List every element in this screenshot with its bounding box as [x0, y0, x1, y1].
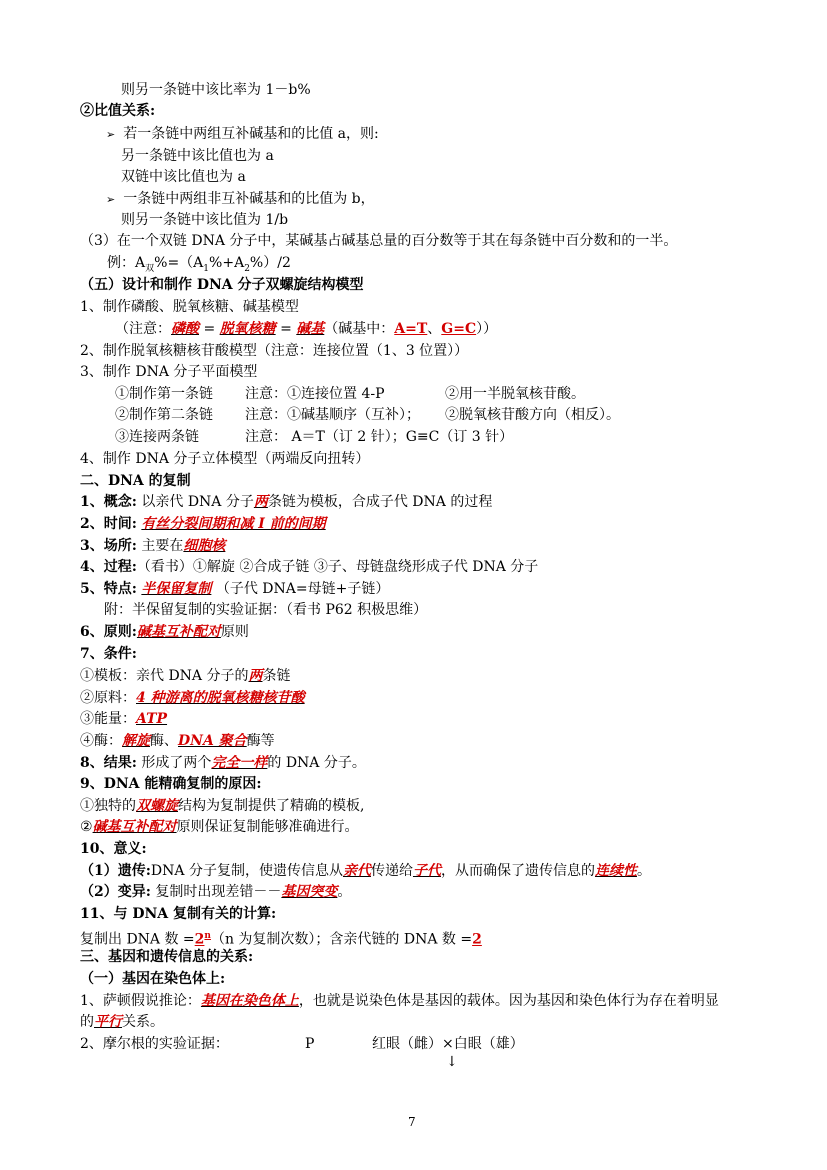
text: ④酶：: [80, 733, 122, 749]
text: 。: [636, 863, 651, 879]
down-arrow-icon: ↓: [446, 1054, 458, 1070]
subscript: 2: [244, 263, 250, 274]
label: 4、过程:: [80, 559, 137, 575]
highlight: 完全一样: [211, 755, 268, 771]
section-heading: 7、条件:: [80, 646, 137, 662]
text-line: 2、制作脱氧核糖核苷酸模型（注意：连接位置（1、3 位置））: [80, 343, 469, 359]
arrow-bullet-icon: ➢: [106, 128, 116, 141]
text: 的 DNA 分子。: [267, 755, 366, 771]
bullet-line: [106, 189, 375, 210]
step-col1: ③连接两条链: [115, 429, 199, 445]
text-line: （3）在一个双链 DNA 分子中，某碱基占碱基总量的百分数等于其在每条链中百分数和的一半。: [80, 233, 678, 249]
highlight: 双螺旋: [136, 798, 178, 814]
text: 结构为复制提供了精确的模板,: [178, 798, 365, 814]
text: 1、萨顿假说推论：: [80, 993, 201, 1009]
text: DNA 分子复制，使遗传信息从: [150, 863, 343, 879]
subscript: 1: [203, 263, 210, 274]
text: ，也就是说染色体是基因的载体。因为基因和染色体行为存在着明显: [298, 993, 719, 1009]
highlight: 连续性: [594, 863, 637, 879]
text-line: [80, 709, 167, 729]
section-heading: （一）基因在染色体上:: [80, 971, 226, 987]
step-col3: ②用一半脱氧核苷酸。: [445, 386, 585, 402]
section-heading: 二、DNA 的复制: [80, 473, 191, 489]
text-line: 1、制作磷酸、脱氧核糖、碱基模型: [80, 299, 299, 315]
step-col2: 注意：①碱基顺序（互补）；: [245, 407, 420, 423]
text-line: [80, 817, 359, 837]
text: 酶等: [246, 733, 275, 749]
highlight: 半保留复制: [141, 581, 212, 597]
superscript: n: [204, 931, 211, 941]
section-heading: 11、与 DNA 复制有关的计算:: [80, 906, 277, 922]
text: ③能量：: [80, 711, 136, 727]
highlight: A=T: [394, 321, 428, 337]
highlight: 碱基互补配对: [136, 624, 221, 640]
step-col2: 注意：①连接位置 4-P: [245, 386, 385, 402]
text-line: 3、制作 DNA 分子平面模型: [80, 364, 258, 380]
text: 酶、: [150, 733, 178, 749]
highlight: 平行: [94, 1014, 122, 1030]
text-line: [80, 536, 225, 556]
text-line: [80, 688, 305, 708]
highlight: 两: [248, 668, 263, 684]
text-line: [80, 514, 326, 534]
text-line: 附：半保留复制的实验证据：（看书 P62 积极思维）: [104, 602, 428, 618]
cross-label: 红眼（雌）×白眼（雄）: [372, 1036, 524, 1052]
label: （1）遗传:: [80, 863, 151, 879]
text: 以亲代 DNA 分子: [136, 494, 254, 510]
text-line: 则另一条链中该比值为 1/b: [121, 212, 289, 228]
text: ②: [80, 819, 93, 835]
text: 条链: [262, 668, 291, 684]
text: 若一条链中两组互补碱基和的比值 a，则:: [123, 126, 379, 142]
text: 原则: [220, 624, 249, 640]
highlight: 碱基互补配对: [92, 819, 177, 835]
label: 3、场所:: [80, 538, 137, 554]
highlight: 解旋: [122, 733, 150, 749]
text-line: [80, 579, 389, 599]
highlight: 2: [472, 931, 482, 948]
text: =: [275, 321, 297, 337]
text: ②原料：: [80, 690, 136, 706]
highlight: 基因突变: [281, 884, 338, 900]
highlight: DNA 聚合: [178, 733, 247, 749]
text: ①模板：亲代 DNA 分子的: [80, 668, 249, 684]
text: 形成了两个: [136, 755, 212, 771]
text: （碱基中：: [324, 321, 395, 337]
text: %=（A: [154, 255, 204, 271]
highlight: 4 种游离的脱氧核糖核苷酸: [136, 690, 305, 706]
text: 条链为模板，合成子代 DNA 的过程: [267, 494, 493, 510]
text-line: [80, 1012, 164, 1032]
text-line: [80, 753, 366, 773]
bullet-line: [106, 124, 379, 145]
note-line: [115, 319, 497, 339]
text: 主要在: [136, 538, 184, 554]
highlight: 2: [194, 931, 205, 948]
highlight: 细胞核: [183, 538, 226, 554]
text-line: 双链中该比值也为 a: [121, 169, 246, 185]
text: 例：A: [107, 255, 146, 271]
highlight: 碱基: [296, 321, 325, 337]
label: 6、原则:: [80, 624, 137, 640]
section-heading: ②比值关系:: [80, 103, 156, 119]
highlight: 基因在染色体上: [200, 993, 299, 1009]
text: 。: [337, 884, 352, 900]
text: ））: [476, 321, 498, 337]
highlight: 两: [253, 494, 268, 510]
section-heading: （五）设计和制作 DNA 分子双螺旋结构模型: [80, 277, 364, 293]
text: 原则保证复制能够准确进行。: [176, 819, 359, 835]
step-col3: ②脱氧核苷酸方向（相反）。: [445, 407, 620, 423]
label: 2、时间:: [80, 516, 137, 532]
text: （注意：: [115, 321, 171, 337]
text-line: 则另一条链中该比率为 1－b%: [121, 82, 311, 98]
text: ①独特的: [80, 798, 136, 814]
highlight: 脱氧核糖: [219, 321, 276, 337]
text-line: [80, 492, 492, 512]
page-number: 7: [408, 1115, 416, 1129]
text-line: [80, 622, 249, 642]
highlight: 亲代: [342, 863, 371, 879]
text: 、: [427, 321, 442, 337]
step-col1: ②制作第二条链: [115, 407, 213, 423]
generation-label: P: [305, 1036, 315, 1052]
text: 一条链中两组非互补碱基和的比值为 b，: [123, 191, 375, 207]
text: （子代 DNA=母链+子链）: [215, 581, 390, 597]
text: =: [199, 321, 220, 337]
text-line: [80, 796, 364, 816]
step-col1: ①制作第一条链: [115, 386, 213, 402]
text-line: [80, 666, 291, 686]
text: 复制时出现差错－－: [150, 884, 282, 900]
subscript: 双: [145, 263, 155, 274]
text: 关系。: [122, 1014, 164, 1030]
text: （n 为复制次数）；含亲代链的 DNA 数 =: [210, 931, 473, 948]
text-line: [80, 991, 719, 1011]
text-line: 4、制作 DNA 分子立体模型（两端反向扭转）: [80, 451, 370, 467]
label: 5、特点:: [80, 581, 137, 597]
text-line: [80, 861, 651, 881]
highlight: G=C: [441, 321, 477, 337]
text-line: [80, 882, 351, 902]
highlight: 有丝分裂间期和减 I 前的间期: [141, 516, 326, 532]
highlight: 子代: [412, 863, 441, 879]
highlight: 磷酸: [171, 321, 199, 337]
text-line: 2、摩尔根的实验证据：: [80, 1036, 229, 1052]
text-line: 另一条链中该比值也为 a: [121, 148, 274, 164]
step-col2: 注意： A＝T（订 2 针）；G≡C（订 3 针）: [245, 429, 514, 445]
text-line: [80, 557, 538, 577]
text: %+A: [209, 255, 245, 271]
text: 的: [80, 1014, 94, 1030]
text: %）/2: [249, 255, 291, 271]
label: 1、概念:: [80, 494, 137, 510]
label: （2）变异:: [80, 884, 151, 900]
section-heading: 三、基因和遗传信息的关系:: [80, 949, 254, 965]
label: 8、结果:: [80, 755, 137, 771]
section-heading: 9、DNA 能精确复制的原因:: [80, 776, 262, 792]
highlight: ATP: [136, 711, 168, 727]
arrow-bullet-icon: ➢: [106, 193, 116, 206]
text: 复制出 DNA 数 =: [80, 931, 195, 948]
text: ，从而确保了遗传信息的: [440, 863, 595, 879]
text: 传递给: [370, 863, 413, 879]
section-heading: 10、意义:: [80, 841, 147, 857]
text-line: [80, 731, 275, 751]
text: （看书）①解旋 ②合成子链 ③子、母链盘绕形成子代 DNA 分子: [136, 559, 539, 575]
